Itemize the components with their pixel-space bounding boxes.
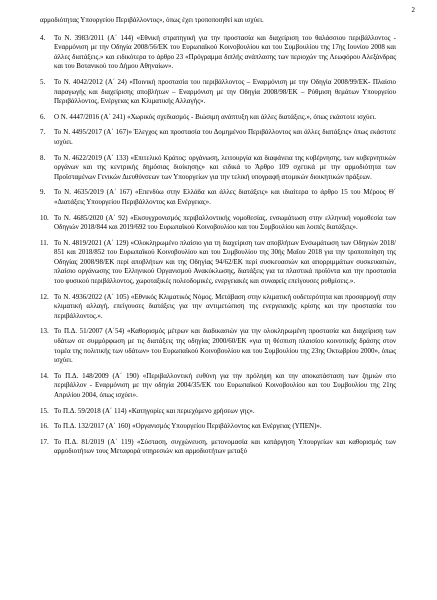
list-item [40, 78, 396, 107]
list-item-text: Το Ν. 4936/2022 (Α΄ 105) «Εθνικός Κλιματικός Νόμος. Μετάβαση στην κλιματική ουδετερότητα και προσαρμογή στην κλιματική αλλαγή, επείγουσες διατάξεις για την αντιμετώπιση της ενεργειακής κρίσης και την προστασία του περιβάλλοντος.». [54, 292, 396, 320]
list-item-text: Το Ν. 4635/2019 (Α΄ 167) «Επενδύω στην Ελλάδα και άλλες διατάξεις» και ιδιαίτερα το άρθρο 15 του Μέρους Θ΄ «Διατάξεις Υπουργείου Περιβάλλοντος και Ενέργειας». [54, 188, 396, 206]
list-item-text: Το Ν. 4819/2021 (Α΄ 129) «Ολοκληρωμένο πλαίσιο για τη διαχείριση των αποβλήτων Ενσωμάτωση των Οδηγιών 2018/ 851 και 2018/852 του Ευρωπαϊκού Κοινοβουλίου και του Συμβουλίου της 30ής Μαΐου 2018 για την τροποποίηση της Οδηγίας 2008/98/ΕΚ περί αποβλήτων και της Οδηγίας 94/62/ΕΚ περί συσκευασιών και απορριμμάτων συσκευασιών, πλαίσιο οργάνωσης του Ελληνικού Οργανισμού Ανακύκλωσης, διατάξεις για τα πλαστικά προϊόντα και την προστασία του φυσικού περιβάλλοντος, χωροταξικές πολεοδομικές, ενεργειακές και συναφείς επείγουσες ρυθμίσεις.». [54, 238, 396, 286]
list-item [40, 239, 396, 287]
list-item-text: Το Ν. 4495/2017 (Α΄ 167)» Έλεγχος και προστασία του Δομημένου Περιβάλλοντος και άλλες διατάξεις» όπως εκάστοτε ισχύει. [54, 128, 396, 146]
list-item [40, 327, 396, 365]
list-item-number: 16. [40, 422, 49, 431]
list-item [40, 128, 396, 147]
list-item-text: Το Ν. 4685/2020 (Α΄ 92) «Εκσυγχρονισμός περιβαλλοντικής νομοθεσίας, ενσωμάτωση στην ελληνική νομοθεσία των Οδηγιών 2018/844 και 2019/692 του Ευρωπαϊκού Κοινοβουλίου και του Συμβουλίου και λοιπές διατάξεις». [54, 213, 396, 232]
page-number: 2 [411, 6, 415, 14]
list-item-text: Το Ν. 3983/2011 (Α΄ 144) «Εθνική στρατηγική για την προστασία και διαχείριση του θαλάσσιου περιβάλλοντος - Εναρμόνιση με την Οδηγία 2008/56/ΕΚ του Ευρωπαϊκού Κοινοβουλίου και του Συμβουλίου της 17ης Ιουνίου 2008 και άλλες διατάξεις.» και ειδικότερα το άρθρο 23 «Πρόγραμμα διπλής ανάπλασης των περιοχών της Λεωφόρου Αλεξάνδρας και του Βοτανικού του Δήμου Αθηναίων». [54, 33, 396, 71]
list-item-number: 6. [40, 112, 46, 121]
list-item [40, 188, 396, 207]
list-item-number: 15. [40, 406, 49, 415]
list-item-text: Ο Ν. 4447/2016 (Α΄ 241) «Χωρικός σχεδιασμός - Βιώσιμη ανάπτυξη και άλλες διατάξεις.», όπως εκάστοτε ισχύει. [54, 112, 377, 121]
list-item-number: 5. [40, 77, 46, 86]
list-item-number: 13. [40, 327, 49, 336]
list-item [40, 154, 396, 183]
list-item [40, 407, 396, 417]
list-item [40, 293, 396, 322]
list-item-number: 7. [40, 128, 46, 137]
list-item [40, 372, 396, 401]
list-item [40, 113, 396, 123]
list-item-number: 12. [40, 292, 49, 301]
list-item [40, 214, 396, 233]
list-item-text: Το Π.Δ. 81/2019 (Α΄ 119) «Σύσταση, συγχώνευση, μετονομασία και κατάργηση Υπουργείων και καθορισμός των αρμοδιοτήτων τους Μεταφορά υπηρεσιών και αρμοδιοτήτων μεταξύ [54, 437, 396, 456]
list-item-number: 14. [40, 371, 49, 380]
list-item-text: Το Ν. 4042/2012 (Α΄ 24) «Ποινική προστασία του περιβάλλοντος – Εναρμόνιση με την Οδηγία 2008/99/ΕΚ- Πλαίσιο παραγωγής και διαχείρισης αποβλήτων – Εναρμόνιση με την Οδηγία 2008/98/ΕΚ – Ρύθμιση θεμάτων Υπουργείου Περιβάλλοντος, Ενέργειας και Κλιματικής Αλλαγής». [54, 77, 396, 106]
list-item-text: Το Π.Δ. 51/2007 (Α΄54) «Καθορισμός μέτρων και διαδικασιών για την ολοκληρωμένη προστασία και διαχείριση των υδάτων σε συμμόρφωση με τις διατάξεις της οδηγίας 2000/60/ΕΚ «για τη θέσπιση πλαισίου κοινοτικής δράσης στον τομέα της πολιτικής των υδάτων» του Ευρωπαϊκού Κοινοβουλίου και του Συμβουλίου της 23ης Οκτωβρίου 2000», όπως ισχύει. [54, 327, 396, 365]
list-item [40, 438, 396, 457]
list-item-number: 9. [40, 188, 46, 197]
list-item-number: 17. [40, 437, 49, 446]
list-item-text: Το Ν. 4622/2019 (Α΄ 133) «Επιτελικό Κράτος: οργάνωση, λειτουργία και διαφάνεια της κυβέρνησης, των κυβερνητικών οργάνων και της κεντρικής δημόσιας διοίκησης» και ειδικά το Άρθρο 109 σχετικά με την αρμοδιότητα των Προϊσταμένων Γενικών Διευθύνσεων των Υπουργείων για την τελική υπογραφή ατομικών διοικητικών πράξεων. [54, 153, 396, 181]
list-item-number: 4. [40, 33, 46, 42]
list-item-number: 11. [40, 238, 49, 247]
list-item-text: Το Π.Δ. 59/2018 (Α΄ 114) «Κατηγορίες και περιεχόμενο χρήσεων γης». [54, 406, 255, 415]
intro-paragraph: αρμοδιότητας Υπουργείου Περιβάλλοντος», όπως έχει τροποποιηθεί και ισχύει. [40, 16, 264, 24]
legal-references-list [40, 34, 396, 457]
list-item-number: 8. [40, 153, 46, 162]
list-item-text: Το Π.Δ. 148/2009 (Α΄ 190) «Περιβαλλοντική ευθύνη για την πρόληψη και την αποκατάσταση των ζημιών στο περιβάλλον - Εναρμόνιση με την οδηγία 2004/35/ΕΚ του Ευρωπαϊκού Κοινοβουλίου και του Συμβουλίου της 21ης Απριλίου 2004, όπως ισχύει». [54, 371, 396, 399]
list-item [40, 422, 396, 432]
list-item-text: Το Π.Δ. 132/2017 (Α΄ 160) «Οργανισμός Υπουργείου Περιβάλλοντος και Ενέργειας (ΥΠΕΝ)». [54, 422, 322, 431]
document-body [40, 16, 396, 463]
list-item-number: 10. [40, 213, 49, 222]
list-item [40, 34, 396, 72]
